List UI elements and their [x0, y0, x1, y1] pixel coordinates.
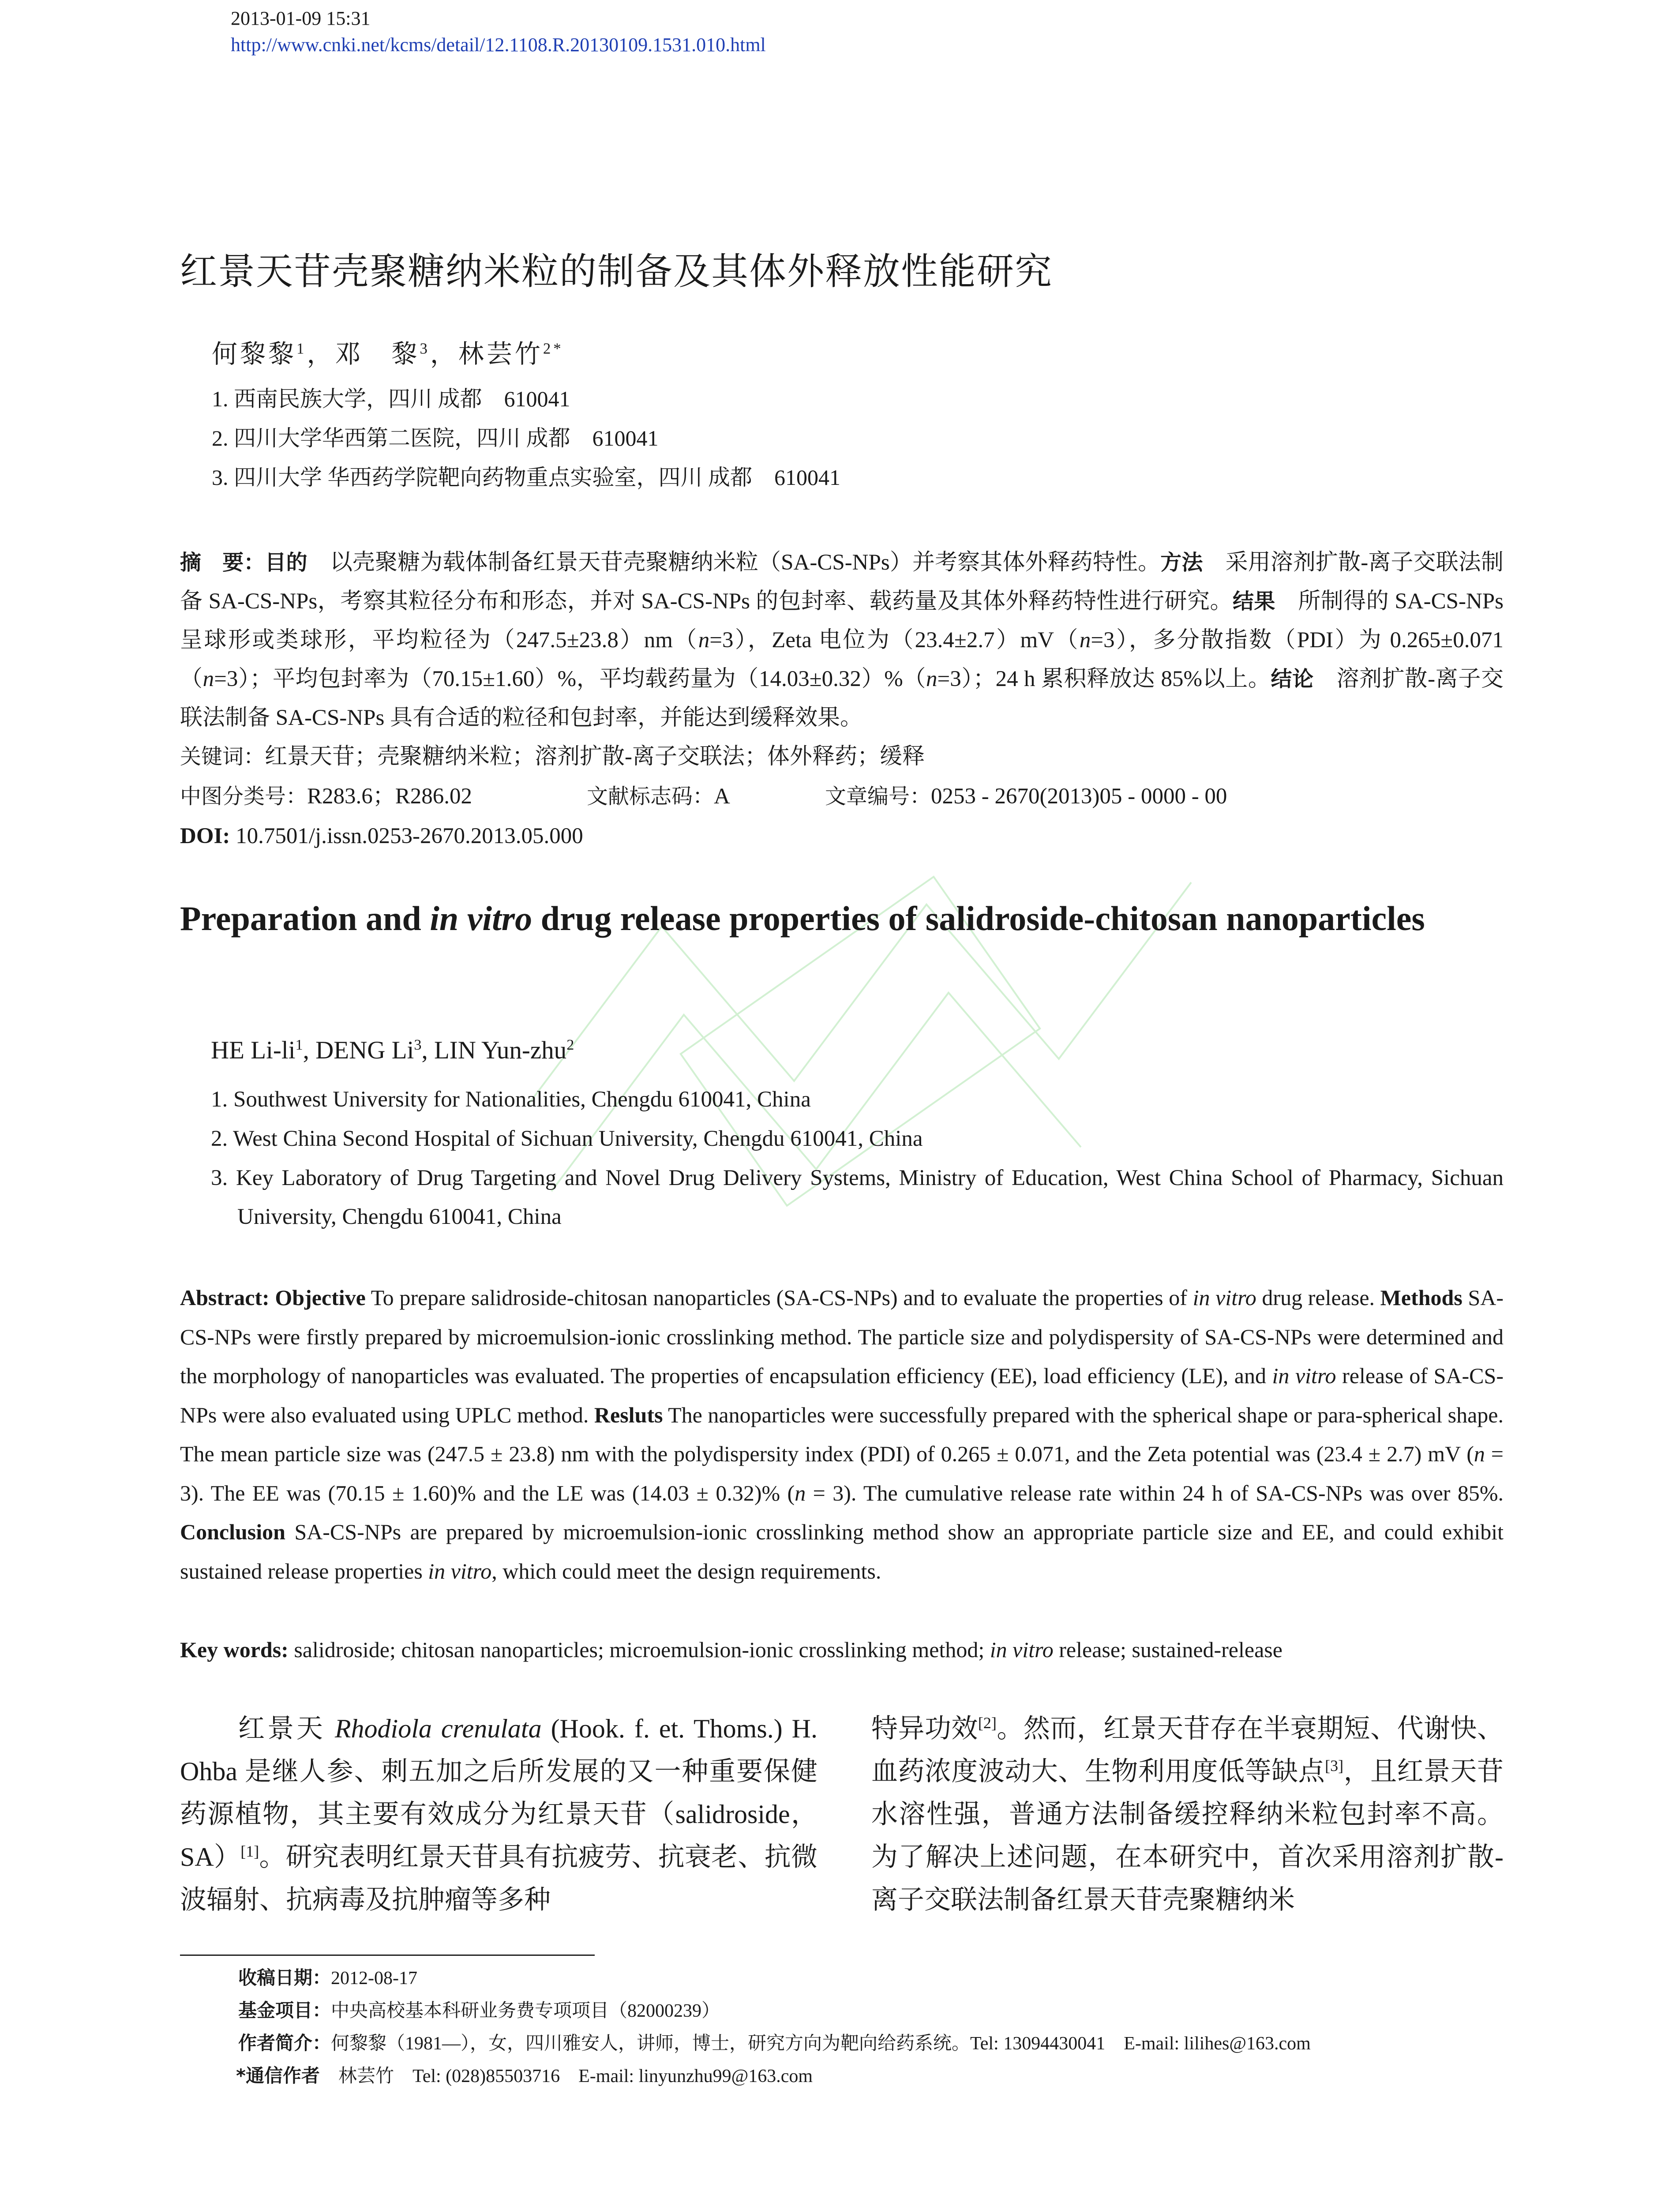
- abstract-en-conclusion-a: SA-CS-NPs are prepared by microemulsion-ionic crosslinking method show an appropriate particle size and EE, and could exhibit sustained release properties: [180, 1519, 1504, 1583]
- in-vitro-term: in vitro: [428, 1558, 492, 1583]
- doi-line: [180, 817, 1504, 855]
- abstract-en-label: Abstract:: [180, 1285, 270, 1310]
- keywords-en-value-b: release; sustained-release: [1053, 1637, 1282, 1662]
- abstract-cn-label: 摘 要：: [180, 550, 265, 575]
- title-chinese: 红景天苷壳聚糖纳米粒的制备及其体外释放性能研究: [180, 250, 1053, 293]
- author-3-affil: 2*: [543, 340, 564, 357]
- body-column-left: [180, 1707, 818, 1921]
- abstract-cn-conclusion-label: 结论: [1271, 667, 1314, 691]
- author-en-2: , DENG Li: [303, 1036, 414, 1064]
- keywords-en-label: Key words:: [180, 1637, 289, 1662]
- author-1-affil: 1: [296, 340, 307, 357]
- abstract-cn-results-e: =3）；24 h 累积释放达 85%以上。: [937, 667, 1271, 691]
- author-en-1-affil: 1: [295, 1037, 303, 1053]
- header-date: 2013-01-09 15:31: [231, 8, 371, 29]
- in-vitro-term: in vitro: [1272, 1363, 1336, 1388]
- doi-label: DOI:: [180, 824, 230, 848]
- header-url-link[interactable]: http://www.cnki.net/kcms/detail/12.1108.R.20130109.1531.010.html: [231, 34, 766, 56]
- doc-code-value: A: [714, 784, 730, 809]
- n-symbol: n: [795, 1480, 806, 1505]
- affiliation-en-1: 1. Southwest University for Nationalities, Chengdu 610041, China: [211, 1087, 811, 1112]
- body-left-b: (Hook. f. et. Thoms.) H. Ohba 是继人参、刺五加之后所发展的又一种重要保健药源植物，其主要有效成分为红景天苷（salidroside，SA）: [180, 1714, 818, 1872]
- in-vitro-term: in vitro: [1192, 1285, 1256, 1310]
- author-en-1: HE Li-li: [211, 1036, 296, 1064]
- abstract-cn-results-b: =3），Zeta 电位为（23.4±2.7）mV（: [709, 628, 1080, 653]
- abstract-cn-objective-label: 目的: [265, 550, 308, 575]
- fund-value: 中央高校基本科研业务费专项项目（82000239）: [331, 2001, 720, 2021]
- received-label: 收稿日期：: [238, 1967, 331, 1988]
- body-left-a: 红景天: [180, 1714, 335, 1743]
- affiliation-en-2: 2. West China Second Hospital of Sichuan University, Chengdu 610041, China: [211, 1126, 923, 1151]
- doc-code-label: 文献标志码：: [587, 784, 714, 809]
- author-en-3: , LIN Yun-zhu: [421, 1036, 567, 1064]
- keywords-en-value-a: salidroside; chitosan nanoparticles; microemulsion-ionic crosslinking method;: [288, 1637, 990, 1662]
- received-value: 2012-08-17: [331, 1968, 417, 1988]
- authors-english: [211, 1035, 574, 1066]
- doi-value: 10.7501/j.issn.0253-2670.2013.05.000: [230, 824, 583, 848]
- footnote-fund: [238, 1998, 720, 2023]
- keywords-cn-value: 红景天苷；壳聚糖纳米粒；溶剂扩散-离子交联法；体外释药；缓释: [265, 744, 925, 769]
- abstract-cn-results-d: =3）；平均包封率为（70.15±1.60）%，平均载药量为（14.03±0.32）%（: [214, 667, 926, 691]
- abstract-en-conclusion-b: , which could meet the design requirements.: [491, 1558, 881, 1583]
- author-3: ，林芸竹: [430, 340, 543, 368]
- n-symbol: n: [698, 628, 710, 653]
- abstract-cn-objective: 以壳聚糖为载体制备红景天苷壳聚糖纳米粒（SA-CS-NPs）并考察其体外释药特性。: [307, 550, 1161, 575]
- species-name: Rhodiola crenulata: [334, 1714, 542, 1743]
- abstract-en-objective-b: drug release.: [1256, 1285, 1380, 1310]
- n-symbol: n: [926, 667, 938, 691]
- abstract-en-results-c: = 3). The cumulative release rate within 24 h of SA-CS-NPs was over 85%.: [806, 1480, 1504, 1505]
- affiliation-cn-1: 1. 西南民族大学，四川 成都 610041: [212, 386, 570, 411]
- keywords-english: [180, 1630, 1504, 1670]
- author-bio-value: 何黎黎（1981—），女，四川雅安人，讲师，博士，研究方向为靶向给药系统。Tel: 13094430041 E-mail: lilihes@163.com: [331, 2033, 1311, 2054]
- abstract-cn-results-c: =3），多分散指数（PDI）为 0.265±0.071（: [180, 628, 1504, 691]
- abstract-en-conclusion-label: Conclusion: [180, 1519, 285, 1544]
- abstract-cn-methods: 采用溶剂扩散-离子交联法制备 SA-CS-NPs，考察其粒径分布和形态，并对 SA-CS-NPs 的包封率、载药量及其体外释药特性进行研究。: [180, 550, 1504, 614]
- n-symbol: n: [1079, 628, 1091, 653]
- footnote-divider: [180, 1955, 595, 1956]
- article-number-value: 0253 - 2670(2013)05 - 0000 - 00: [931, 784, 1227, 809]
- n-symbol: n: [1474, 1441, 1485, 1466]
- author-2-affil: 3: [420, 340, 430, 357]
- abstract-en-objective-label: Objective: [275, 1285, 366, 1310]
- corresponding-label: *通信作者: [236, 2065, 320, 2086]
- body-right-a: 特异功效: [871, 1714, 978, 1743]
- author-en-3-affil: 2: [566, 1037, 574, 1053]
- abstract-en-results-b: = 3). The EE was (70.15 ± 1.60)% and the LE was (14.03 ± 0.32)% (: [180, 1441, 1504, 1505]
- article-number: [825, 777, 1227, 816]
- body-left-c: 。研究表明红景天苷具有抗疲劳、抗衰老、抗微波辐射、抗病毒及抗肿瘤等多种: [180, 1842, 818, 1914]
- doc-code: [587, 777, 730, 816]
- citation-ref: [1]: [240, 1842, 259, 1860]
- abstract-en-results-a: The nanoparticles were successfully prepared with the spherical shape or para-spherical shape. The mean particle size was (247.5 ± 23.8) nm with the polydispersity index (PDI) of 0.265 ± 0.071, and the Zeta potential was (23.4 ± 2.7) mV (: [180, 1402, 1504, 1466]
- affiliation-cn-2: 2. 四川大学华西第二医院，四川 成都 610041: [212, 426, 659, 450]
- citation-ref: [2]: [978, 1714, 997, 1732]
- affiliation-en-3: 3. Key Laboratory of Drug Targeting and Novel Drug Delivery Systems, Ministry of Education, West China School of Pharmacy, Sichuan University, Chengdu 610041, China: [211, 1166, 1504, 1229]
- abstract-en-results-label: Resluts: [594, 1402, 663, 1427]
- title-en-part1: Preparation and: [180, 899, 430, 938]
- fund-label: 基金项目：: [238, 2000, 331, 2021]
- footnote-received: [238, 1966, 417, 1991]
- author-en-2-affil: 3: [414, 1037, 422, 1053]
- clc-label: 中图分类号：: [180, 784, 308, 809]
- abstract-english: [180, 1278, 1504, 1591]
- footnote-author: [238, 2031, 1311, 2056]
- author-bio-label: 作者简介：: [238, 2032, 331, 2054]
- author-2: ，邓 黎: [307, 340, 420, 368]
- author-1: 何黎黎: [212, 340, 297, 368]
- body-right-c: ，且红景天苷水溶性强，普通方法制备缓控释纳米粒包封率不高。为了解决上述问题，在本研究中，首次采用溶剂扩散-离子交联法制备红景天苷壳聚糖纳米: [871, 1757, 1504, 1914]
- abstract-en-methods-label: Methods: [1380, 1285, 1462, 1310]
- body-column-right: [871, 1707, 1504, 1921]
- title-english: [180, 893, 1504, 944]
- abstract-cn-methods-label: 方法: [1160, 550, 1203, 575]
- article-number-label: 文章编号：: [825, 784, 931, 809]
- citation-ref: [3]: [1325, 1757, 1344, 1775]
- abstract-en-objective-a: To prepare salidroside-chitosan nanoparticles (SA-CS-NPs) and to evaluate the properties of: [365, 1285, 1193, 1310]
- abstract-chinese: [180, 543, 1504, 737]
- abstract-en-methods-b: release of SA-CS-NPs were also evaluated using UPLC method.: [180, 1363, 1504, 1427]
- authors-chinese: [212, 339, 564, 370]
- title-en-italic: in vitro: [430, 899, 532, 938]
- keywords-cn-label: 关键词：: [180, 744, 265, 769]
- in-vitro-term: in vitro: [990, 1637, 1054, 1662]
- affiliation-cn-3: 3. 四川大学 华西药学院靶向药物重点实验室，四川 成都 610041: [212, 465, 840, 490]
- abstract-cn-results-a: 所制得的 SA-CS-NPs 呈球形或类球形，平均粒径为（247.5±23.8）nm（: [180, 589, 1504, 653]
- clc-value: R283.6；R286.02: [307, 784, 472, 809]
- body-right-b: 。然而，红景天苷存在半衰期短、代谢快、血药浓度波动大、生物利用度低等缺点: [871, 1714, 1504, 1786]
- keywords-chinese: [180, 737, 1504, 776]
- n-symbol: n: [202, 667, 214, 691]
- abstract-cn-conclusion: 溶剂扩散-离子交联法制备 SA-CS-NPs 具有合适的粒径和包封率，并能达到缓释效果。: [180, 667, 1504, 730]
- title-en-part2: drug release properties of salidroside-chitosan nanoparticles: [532, 899, 1425, 938]
- footnote-corresponding: [236, 2063, 813, 2089]
- abstract-en-methods-a: SA-CS-NPs were firstly prepared by microemulsion-ionic crosslinking method. The particle size and polydispersity of SA-CS-NPs were determined and the morphology of nanoparticles was evaluated. The properties of encapsulation efficiency (EE), load efficiency (LE), and: [180, 1285, 1504, 1388]
- corresponding-value: 林芸竹 Tel: (028)85503716 E-mail: linyunzhu99@163.com: [319, 2066, 813, 2086]
- abstract-cn-results-label: 结果: [1232, 589, 1275, 614]
